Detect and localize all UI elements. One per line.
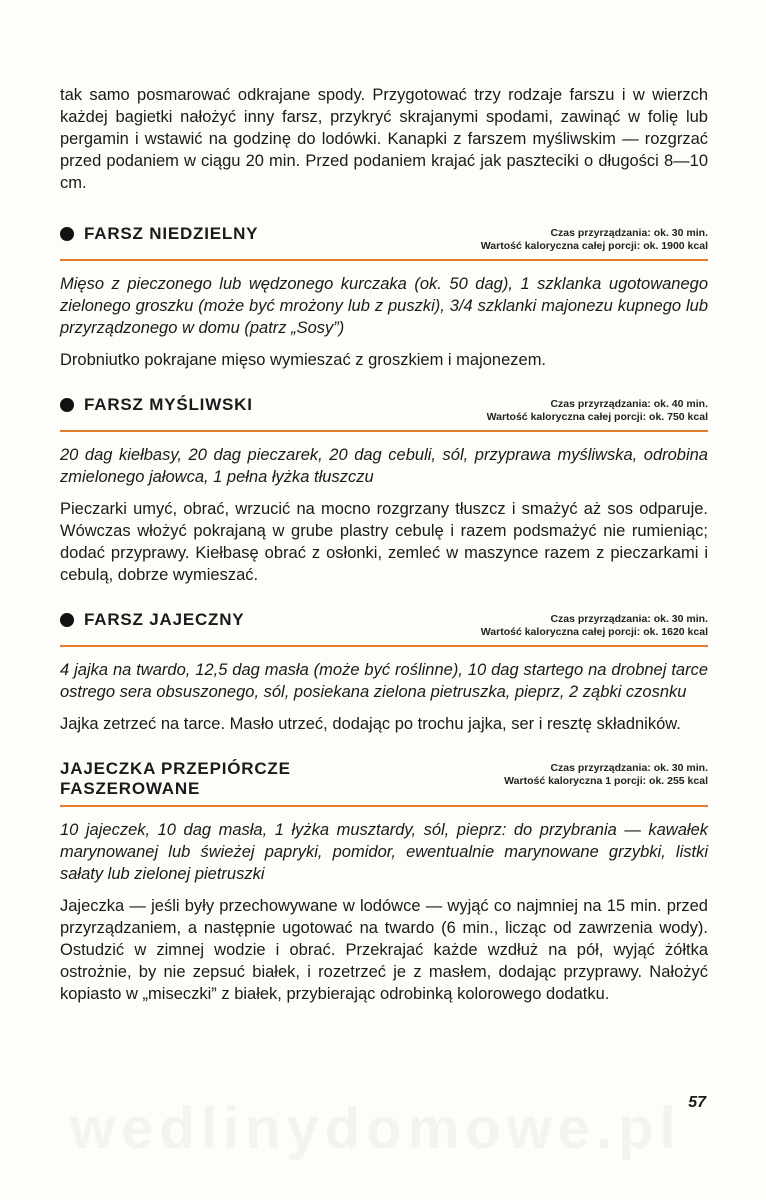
recipe-title: JAJECZKA PRZEPIÓRCZE FASZEROWANE	[60, 759, 291, 798]
recipe-farsz-niedzielny	[60, 224, 708, 371]
method: Jajka zetrzeć na tarce. Masło utrzeć, dodając po trochu jajka, ser i resztę składników.	[60, 715, 681, 733]
recipe-header	[60, 759, 708, 807]
prep-time: Czas przyrządzania: ok. 40 min.	[550, 398, 708, 410]
prep-time: Czas przyrządzania: ok. 30 min.	[550, 613, 708, 625]
page-number: 57	[688, 1094, 706, 1111]
calorie-value: Wartość kaloryczna całej porcji: ok. 750 kcal	[486, 411, 708, 423]
calorie-value: Wartość kaloryczna całej porcji: ok. 1900 kcal	[480, 240, 708, 252]
bullet-icon	[60, 227, 74, 241]
recipe-farsz-mysliwski	[60, 395, 708, 586]
recipe-header	[60, 224, 708, 261]
recipe-header	[60, 395, 708, 432]
recipe-meta	[487, 395, 708, 424]
watermark: wedlinydomowe.pl	[70, 1096, 682, 1161]
calorie-value: Wartość kaloryczna całej porcji: ok. 1620 kcal	[480, 626, 708, 638]
method: Jajeczka — jeśli były przechowywane w lodówce — wyjąć co najmniej na 15 min. przed przyrządzaniem, a następnie ugotować na twardo (6 min., licząc od zawrzenia wody). Ostudzić w zimnej wodzie i obrać. Przekrajać każde wzdłuż na pół, wyjąć żółtka ostrożnie, by nie zepsuć białek, i rozetrzeć je z masłem, dodając przyprawy. Nałożyć kopiasto w „miseczki” z białek, przybierając odrobinką kolorowego dodatku.	[60, 897, 708, 1003]
recipe-title: FARSZ MYŚLIWSKI	[60, 395, 253, 415]
recipe-meta	[481, 224, 708, 253]
calorie-value: Wartość kaloryczna 1 porcji: ok. 255 kcal	[504, 775, 708, 787]
prep-time: Czas przyrządzania: ok. 30 min.	[550, 227, 708, 239]
method: Pieczarki umyć, obrać, wrzucić na mocno rozgrzany tłuszcz i smażyć aż sos odparuje. Wówczas włożyć pokrajaną w grube plastry cebulę i razem podsmażyć nie rumieniąc; dodać przyprawy. Kiełbasę obrać z osłonki, zemleć w maszynce razem z pieczarkami i cebulą, dobrze wymieszać.	[60, 500, 708, 584]
ingredients: 4 jajka na twardo, 12,5 dag masła (może być roślinne), 10 dag startego na drobnej tarce ostrego sera obsuszonego, sól, posiekana zielona pietruszka, pieprz, 2 ząbki czosnku	[60, 661, 708, 701]
page-content	[60, 84, 708, 1029]
recipe-title: FARSZ JAJECZNY	[60, 610, 244, 630]
recipe-meta	[481, 610, 708, 639]
method: Drobniutko pokrajane mięso wymieszać z groszkiem i majonezem.	[60, 351, 547, 369]
recipe-header	[60, 610, 708, 647]
recipe-jajeczka-przepiorcze	[60, 759, 708, 1005]
recipe-meta	[504, 759, 708, 788]
bullet-icon	[60, 398, 74, 412]
prep-time: Czas przyrządzania: ok. 30 min.	[550, 762, 708, 774]
intro-paragraph: tak samo posmarować odkrajane spody. Przygotować trzy rodzaje farszu i w wierzch każdej bagietki nałożyć inny farsz, przykryć skrajanymi spodami, zawinąć w folię lub pergamin i wstawić na godzinę do lodówki. Kanapki z farszem myśliwskim — rozgrzać przed podaniem w ciągu 20 min. Przed podaniem krajać jak paszteciki o długości 8—10 cm.	[60, 86, 708, 192]
ingredients: Mięso z pieczonego lub wędzonego kurczaka (ok. 50 dag), 1 szklanka ugotowanego zielonego groszku (może być mrożony lub z puszki), 3/4 szklanki majonezu kupnego lub przyrządzonego w domu (patrz „Sosy”)	[60, 275, 708, 337]
ingredients: 20 dag kiełbasy, 20 dag pieczarek, 20 dag cebuli, sól, przyprawa myśliwska, odrobina zmielonego jałowca, 1 pełna łyżka tłuszczu	[60, 446, 708, 486]
recipe-farsz-jajeczny	[60, 610, 708, 735]
ingredients: 10 jajeczek, 10 dag masła, 1 łyżka musztardy, sól, pieprz: do przybrania — kawałek marynowanej lub świeżej papryki, pomidor, ewentualnie marynowane grzybki, listki sałaty lub zielonej pietruszki	[60, 821, 708, 883]
recipe-title: FARSZ NIEDZIELNY	[60, 224, 258, 244]
bullet-icon	[60, 613, 74, 627]
